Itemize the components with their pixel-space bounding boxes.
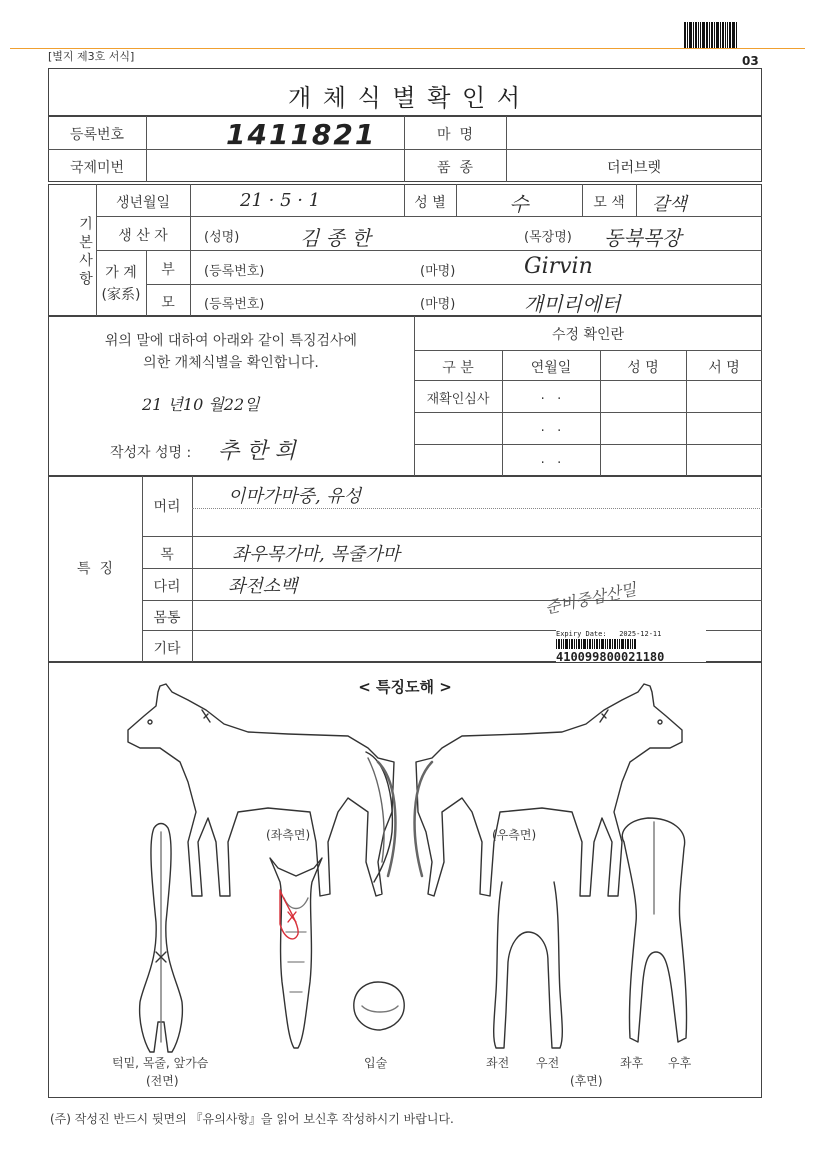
revision-title: 수정 확인란 [551, 327, 625, 343]
row2-date: . . [540, 420, 562, 435]
sex-value: 수 [509, 192, 529, 216]
breed-label: 품 종 [437, 160, 473, 176]
rear-view-label: (후면) [570, 1074, 603, 1088]
row3-date: . . [540, 452, 562, 467]
front-caption: 턱밑, 목줄, 앞가슴 [112, 1056, 209, 1070]
right-side-label: (우측면) [492, 828, 537, 842]
features-section-label: 특 징 [77, 561, 113, 577]
leg-value: 좌전소백 [228, 576, 298, 597]
horse-diagrams [48, 662, 762, 1098]
col-name: 성 명 [627, 360, 659, 376]
farm-name-hint: (목장명) [524, 230, 572, 245]
page-title: 개 체 식 별 확 인 서 [287, 84, 523, 112]
basic-section-label: 기 본 사 항 [77, 216, 93, 286]
etc-label: 기타 [153, 641, 181, 657]
color-value: 갈색 [652, 194, 687, 215]
confirmation-date: 21 년10 월22일 [142, 395, 260, 414]
neck-label: 목 [160, 547, 174, 563]
row1-date: . . [540, 388, 562, 403]
author-label: 작성자 성명 : [110, 445, 192, 461]
lips-label: 입술 [364, 1056, 388, 1070]
top-barcode [684, 22, 738, 48]
farm-name-value: 동북목장 [604, 226, 682, 250]
form-number: [별지 제3호 서식] [48, 50, 135, 63]
head-label: 머리 [153, 499, 181, 515]
color-label: 모 색 [593, 195, 625, 211]
left-front-label: 좌전 [486, 1056, 510, 1070]
left-side-horse [128, 684, 395, 896]
pedigree-label: 가 계 (家系) [101, 265, 141, 303]
leg-label: 다리 [153, 579, 181, 595]
front-neck-view [140, 824, 183, 1053]
head-front-view [270, 858, 322, 1048]
sticker-expiry: Expiry Date: 2025-12-11 [556, 630, 662, 638]
left-side-label: (좌측면) [266, 828, 311, 842]
sire-reg-hint: (등록번호) [204, 264, 265, 279]
footer-note: (주) 작성진 반드시 뒷면의 『유의사항』을 읽어 보신후 작성하시기 바랍니다. [50, 1112, 454, 1126]
sticker-barcode [556, 639, 706, 649]
page-number: 03 [742, 54, 759, 68]
right-side-horse [415, 684, 682, 896]
producer-name-hint: (성명) [204, 230, 240, 245]
sire-name-hint: (마명) [420, 264, 456, 279]
left-hind-label: 좌후 [620, 1056, 644, 1070]
producer-label: 생 산 자 [118, 228, 168, 244]
right-hind-label: 우후 [668, 1056, 692, 1070]
dam-reg-hint: (등록번호) [204, 297, 265, 312]
row1-type: 재확인심사 [426, 392, 490, 407]
front-view-label: (전면) [146, 1074, 179, 1088]
front-legs-view [494, 882, 563, 1048]
dam-label: 모 [161, 295, 175, 311]
col-type: 구 분 [442, 360, 474, 376]
birth-label: 생년월일 [115, 195, 171, 211]
sticker-code: 410099800021180 [556, 650, 665, 664]
reg-no-value: 1411821 [226, 118, 377, 151]
confirmation-text: 위의 말에 대하여 아래와 같이 특징검사에 의한 개체식별을 확인합니다. [104, 333, 358, 371]
dam-name-value: 개미리에터 [524, 292, 621, 316]
sire-name-value: Girvin [524, 254, 593, 279]
rear-view [622, 818, 686, 1042]
col-date: 연월일 [530, 360, 572, 376]
breed-value: 더러브렛 [606, 160, 662, 176]
stamp-note: 준비중삼산밀 [543, 579, 638, 618]
dam-name-hint: (마명) [420, 297, 456, 312]
sire-label: 부 [161, 262, 175, 278]
horse-name-label: 마 명 [437, 127, 473, 143]
author-value: 추 한 희 [218, 439, 296, 464]
sex-label: 성 별 [414, 195, 446, 211]
producer-name-value: 김 종 한 [300, 226, 371, 250]
intl-no-label: 국제미번 [69, 160, 125, 176]
diagram-title: < 특징도해 > [358, 678, 452, 696]
birth-value: 21 · 5 · 1 [240, 190, 321, 211]
reg-no-label: 등록번호 [69, 127, 125, 143]
neck-value: 좌우목가마, 목줄가마 [232, 544, 400, 565]
head-value: 이마가마중, 유성 [228, 486, 362, 507]
lips-view [354, 982, 404, 1030]
body-label: 몸통 [153, 610, 181, 626]
right-front-label: 우전 [536, 1056, 560, 1070]
col-sign: 서 명 [708, 360, 740, 376]
